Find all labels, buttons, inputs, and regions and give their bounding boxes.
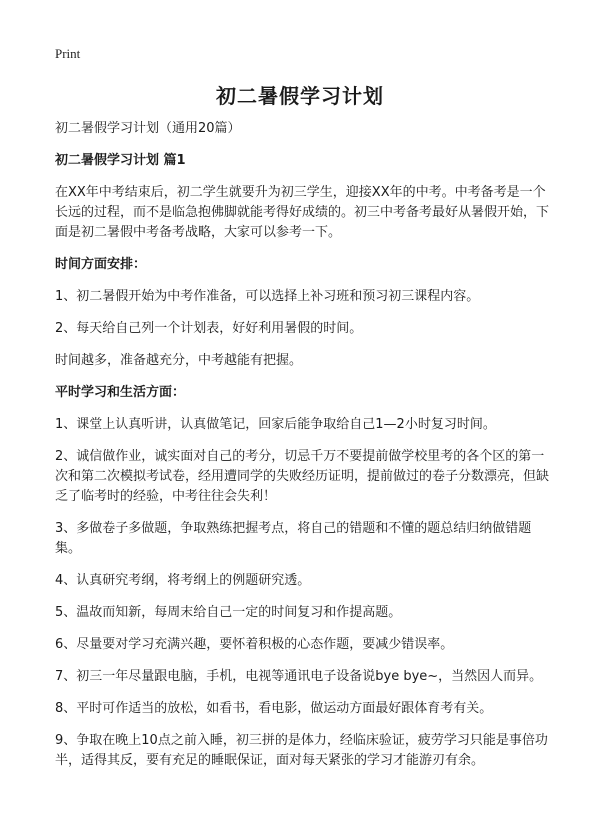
- life-heading: 平时学习和生活方面：: [55, 385, 186, 400]
- page-title: 初二暑假学习计划: [216, 84, 384, 108]
- list-item: 9、争取在晚上10点之前入睡，初三拼的是体力，经临床验证，疲劳学习只能是事倍功半，适得其反，要有充足的睡眠保证，面对每天紧张的学习才能游刃有余。: [55, 733, 548, 768]
- list-item: 7、初三一年尽量跟电脑，手机，电视等通讯电子设备说bye bye~，当然因人而异。: [55, 669, 543, 684]
- list-item: 2、诚信做作业，诚实面对自己的考分，切忌千万不要提前做学校里考的各个区的第一次和第二次模拟考试卷，经用遭同学的失败经历证明，提前做过的卷子分数漂亮，但缺乏了临考时的经验，中考往往会失利！: [55, 449, 550, 504]
- print-link[interactable]: Print: [55, 46, 81, 61]
- document-subtitle: 初二暑假学习计划（通用20篇）: [55, 121, 241, 136]
- list-item: 4、认真研究考纲，将考纲上的例题研究透。: [55, 573, 311, 588]
- list-item: 1、课堂上认真听讲，认真做笔记，回家后能争取给自己1—2小时复习时间。: [55, 417, 496, 432]
- list-item: 1、初二暑假开始为中考作准备，可以选择上补习班和预习初三课程内容。: [55, 289, 480, 304]
- document-body: [55, 119, 555, 783]
- list-item: 时间越多，准备越充分，中考越能有把握。: [55, 353, 303, 368]
- list-item: 5、温故而知新，每周末给自己一定的时间复习和作提高题。: [55, 605, 402, 620]
- time-heading: 时间方面安排：: [55, 257, 147, 272]
- list-item: 2、每天给自己列一个计划表，好好利用暑假的时间。: [55, 321, 363, 336]
- intro-paragraph: 在XX年中考结束后，初二学生就要升为初三学生，迎接XX年的中考。中考备考是一个长远的过程，而不是临急抱佛脚就能考得好成绩的。初三中考备考最好从暑假开始，下面是初二暑假中考备考战略，大家可以参考一下。: [55, 185, 550, 240]
- section-title: 初二暑假学习计划 篇1: [55, 153, 186, 168]
- list-item: 3、多做卷子多做题，争取熟练把握考点，将自己的错题和不懂的题总结归纳做错题集。: [55, 521, 532, 556]
- list-item: 6、尽量要对学习充满兴趣，要怀着积极的心态作题，要减少错误率。: [55, 637, 454, 652]
- list-item: 8、平时可作适当的放松，如看书，看电影，做运动方面最好跟体育考有关。: [55, 701, 493, 716]
